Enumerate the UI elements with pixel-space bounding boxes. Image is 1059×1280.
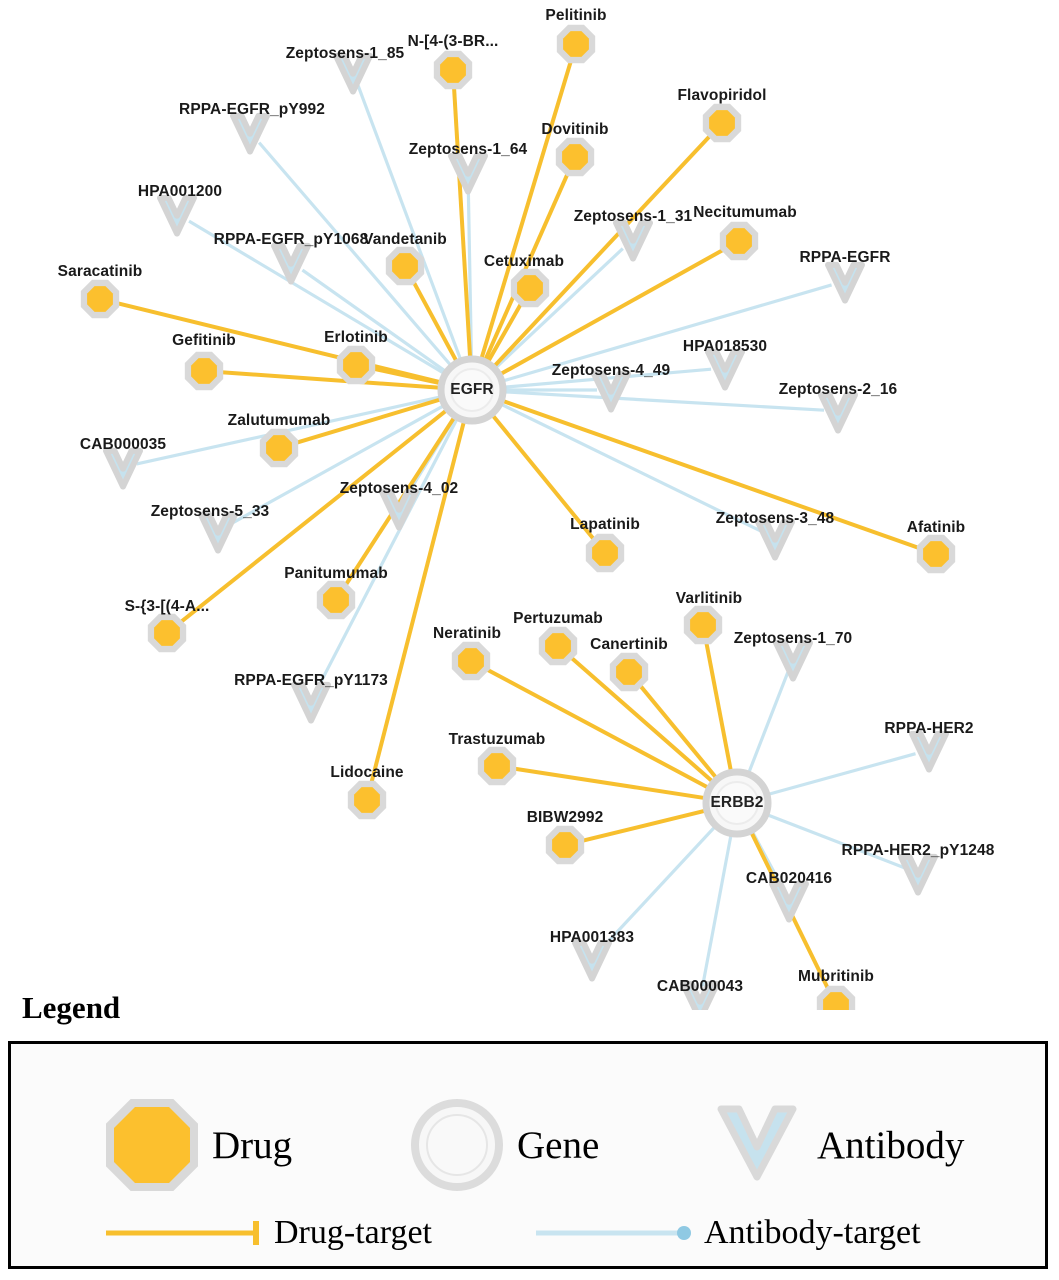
legend-label-gene: Gene xyxy=(517,1123,600,1167)
drug-node[interactable] xyxy=(542,630,573,661)
antibody-label: RPPA-HER2 xyxy=(884,720,974,737)
drug-glyph xyxy=(563,31,589,57)
drug-glyph xyxy=(517,275,543,301)
gene-label-egfr: EGFR xyxy=(450,381,494,398)
drug-label: Varlitinib xyxy=(675,590,743,607)
edge-drug-target xyxy=(370,368,443,384)
antibody-label: CAB000035 xyxy=(79,436,167,453)
drug-glyph xyxy=(87,286,113,312)
drug-node[interactable] xyxy=(514,272,545,303)
drug-label: Vandetanib xyxy=(363,231,447,248)
antibody-label: RPPA-EGFR_pY992 xyxy=(179,101,325,118)
antibody-label: Zeptosens-3_48 xyxy=(715,510,835,527)
edge-antibody-target xyxy=(703,832,732,986)
antibody-label: Zeptosens-1_31 xyxy=(573,208,693,225)
edge-drug-target xyxy=(500,400,923,549)
drug-label: Lidocaine xyxy=(330,764,404,781)
drug-glyph xyxy=(552,832,578,858)
drug-label: Flavopiridol xyxy=(677,87,767,104)
antibody-label: HPA001383 xyxy=(549,929,635,946)
antibody-node[interactable] xyxy=(160,198,194,234)
antibody-label: RPPA-EGFR_pY1068 xyxy=(213,231,369,248)
gene-icon xyxy=(411,1099,503,1191)
antibody-label: Zeptosens-1_70 xyxy=(733,630,853,647)
drug-node[interactable] xyxy=(389,250,420,281)
drug-label: Canertinib xyxy=(590,636,668,653)
legend-node-gene xyxy=(411,1099,599,1191)
antibody-glyph xyxy=(451,156,485,192)
drug-glyph xyxy=(191,358,217,384)
antibody-node[interactable] xyxy=(901,857,935,893)
legend-label-drug: Drug xyxy=(212,1123,293,1167)
antibody-label: RPPA-EGFR_pY1173 xyxy=(234,672,388,689)
drug-node[interactable] xyxy=(687,609,718,640)
antibody-edge-icon xyxy=(536,1218,696,1248)
antibody-node[interactable] xyxy=(575,943,609,979)
antibody-node[interactable] xyxy=(451,156,485,192)
drug-node[interactable] xyxy=(437,54,468,85)
drug-label: Cetuximab xyxy=(483,253,565,270)
drug-glyph xyxy=(562,144,588,170)
antibody-glyph xyxy=(708,352,742,388)
drug-node[interactable] xyxy=(560,28,591,59)
drug-label: Dovitinib xyxy=(541,121,609,138)
drug-glyph xyxy=(709,110,735,136)
drug-node[interactable] xyxy=(340,349,371,380)
antibody-glyph xyxy=(912,734,946,770)
antibody-node[interactable] xyxy=(828,265,862,301)
legend-label-antibody-target: Antibody-target xyxy=(704,1214,921,1251)
antibody-glyph xyxy=(160,198,194,234)
antibody-glyph xyxy=(772,884,806,920)
antibody-node[interactable] xyxy=(776,643,810,679)
drug-label: Afatinib xyxy=(906,519,966,536)
drug-label: Zalutumumab xyxy=(227,412,331,429)
drug-label: Gefitinib xyxy=(172,332,236,349)
antibody-glyph xyxy=(821,395,855,431)
drug-node[interactable] xyxy=(613,656,644,687)
drug-glyph xyxy=(484,753,510,779)
antibody-label: Zeptosens-2_16 xyxy=(778,381,898,398)
drug-label: Trastuzumab xyxy=(448,731,546,748)
drug-node[interactable] xyxy=(455,645,486,676)
drug-label: Pelitinib xyxy=(545,7,607,24)
antibody-glyph xyxy=(776,643,810,679)
drug-glyph xyxy=(726,228,752,254)
drug-label: Mubritinib xyxy=(798,968,874,985)
drug-glyph xyxy=(266,435,292,461)
antibody-glyph xyxy=(294,685,328,721)
antibody-label: HPA001200 xyxy=(137,183,223,200)
drug-label: Erlotinib xyxy=(324,329,388,346)
antibody-node[interactable] xyxy=(912,734,946,770)
drug-glyph xyxy=(923,541,949,567)
legend-box xyxy=(8,1041,1048,1269)
drug-node[interactable] xyxy=(820,989,851,1010)
legend-label-antibody: Antibody xyxy=(817,1123,965,1167)
drug-glyph xyxy=(440,57,466,83)
drug-node[interactable] xyxy=(188,355,219,386)
drug-node[interactable] xyxy=(706,107,737,138)
drug-glyph xyxy=(354,787,380,813)
edge-drug-target xyxy=(638,683,718,780)
drug-glyph xyxy=(154,620,180,646)
antibody-glyph xyxy=(901,857,935,893)
legend-node-drug xyxy=(106,1099,292,1191)
antibody-glyph xyxy=(106,451,140,487)
antibody-label: Zeptosens-1_64 xyxy=(408,141,528,158)
drug-icon xyxy=(106,1099,198,1191)
antibody-glyph xyxy=(575,943,609,979)
antibody-label: RPPA-EGFR xyxy=(799,249,891,266)
antibody-label: RPPA-HER2_pY1248 xyxy=(841,842,995,859)
edge-antibody-target xyxy=(766,754,916,795)
legend-edge-drug-target xyxy=(106,1214,432,1252)
antibody-label: CAB020416 xyxy=(745,870,833,887)
antibody-node[interactable] xyxy=(294,685,328,721)
drug-label: Saracatinib xyxy=(57,263,143,280)
edge-drug-target xyxy=(481,57,572,361)
edge-antibody-target xyxy=(748,672,788,775)
drug-label: S-{3-[(4-A... xyxy=(124,598,210,615)
drug-glyph xyxy=(458,648,484,674)
drug-label: Neratinib xyxy=(432,625,502,642)
drug-node[interactable] xyxy=(351,784,382,815)
drug-node[interactable] xyxy=(263,432,294,463)
antibody-label: Zeptosens-1_85 xyxy=(285,45,405,62)
legend-edge-antibody-target xyxy=(536,1214,921,1252)
drug-label: Lapatinib xyxy=(570,516,640,533)
drug-node[interactable] xyxy=(151,617,182,648)
drug-node[interactable] xyxy=(920,538,951,569)
drug-node[interactable] xyxy=(549,829,580,860)
drug-node[interactable] xyxy=(559,141,590,172)
drug-glyph xyxy=(616,659,642,685)
antibody-label: Zeptosens-4_02 xyxy=(339,480,459,497)
drug-glyph xyxy=(343,352,369,378)
drug-edge-icon xyxy=(106,1218,266,1248)
drug-node[interactable] xyxy=(481,750,512,781)
drug-glyph xyxy=(592,540,618,566)
drug-glyph xyxy=(323,587,349,613)
antibody-node[interactable] xyxy=(616,223,650,259)
antibody-label: Zeptosens-5_33 xyxy=(150,503,270,520)
legend-title: Legend xyxy=(22,990,121,1025)
drug-glyph xyxy=(392,253,418,279)
drug-label: BIBW2992 xyxy=(526,809,604,826)
drug-label: Pertuzumab xyxy=(513,610,603,627)
antibody-node[interactable] xyxy=(106,451,140,487)
edge-drug-target xyxy=(706,639,732,774)
antibody-label: CAB000043 xyxy=(656,978,744,995)
antibody-node[interactable] xyxy=(772,884,806,920)
edge-antibody-target xyxy=(502,392,824,410)
drug-label: Necitumumab xyxy=(693,204,797,221)
drug-node[interactable] xyxy=(84,283,115,314)
drug-label: N-[4-(3-BR... xyxy=(407,33,499,50)
legend-label-drug-target: Drug-target xyxy=(274,1214,432,1251)
antibody-glyph xyxy=(616,223,650,259)
antibody-glyph xyxy=(828,265,862,301)
gene-label-erbb2: ERBB2 xyxy=(710,794,764,811)
drug-node[interactable] xyxy=(723,225,754,256)
drug-glyph xyxy=(545,633,571,659)
drug-node[interactable] xyxy=(589,537,620,568)
edge-drug-target xyxy=(493,133,713,368)
antibody-label: Zeptosens-4_49 xyxy=(551,362,671,379)
drug-label: Panitumumab xyxy=(284,565,388,582)
antibody-label: HPA018530 xyxy=(682,338,768,355)
antibody-node[interactable] xyxy=(708,352,742,388)
legend-node-antibody xyxy=(711,1099,964,1191)
antibody-node[interactable] xyxy=(821,395,855,431)
drug-node[interactable] xyxy=(320,584,351,615)
drug-glyph xyxy=(690,612,716,638)
antibody-icon xyxy=(711,1099,803,1191)
